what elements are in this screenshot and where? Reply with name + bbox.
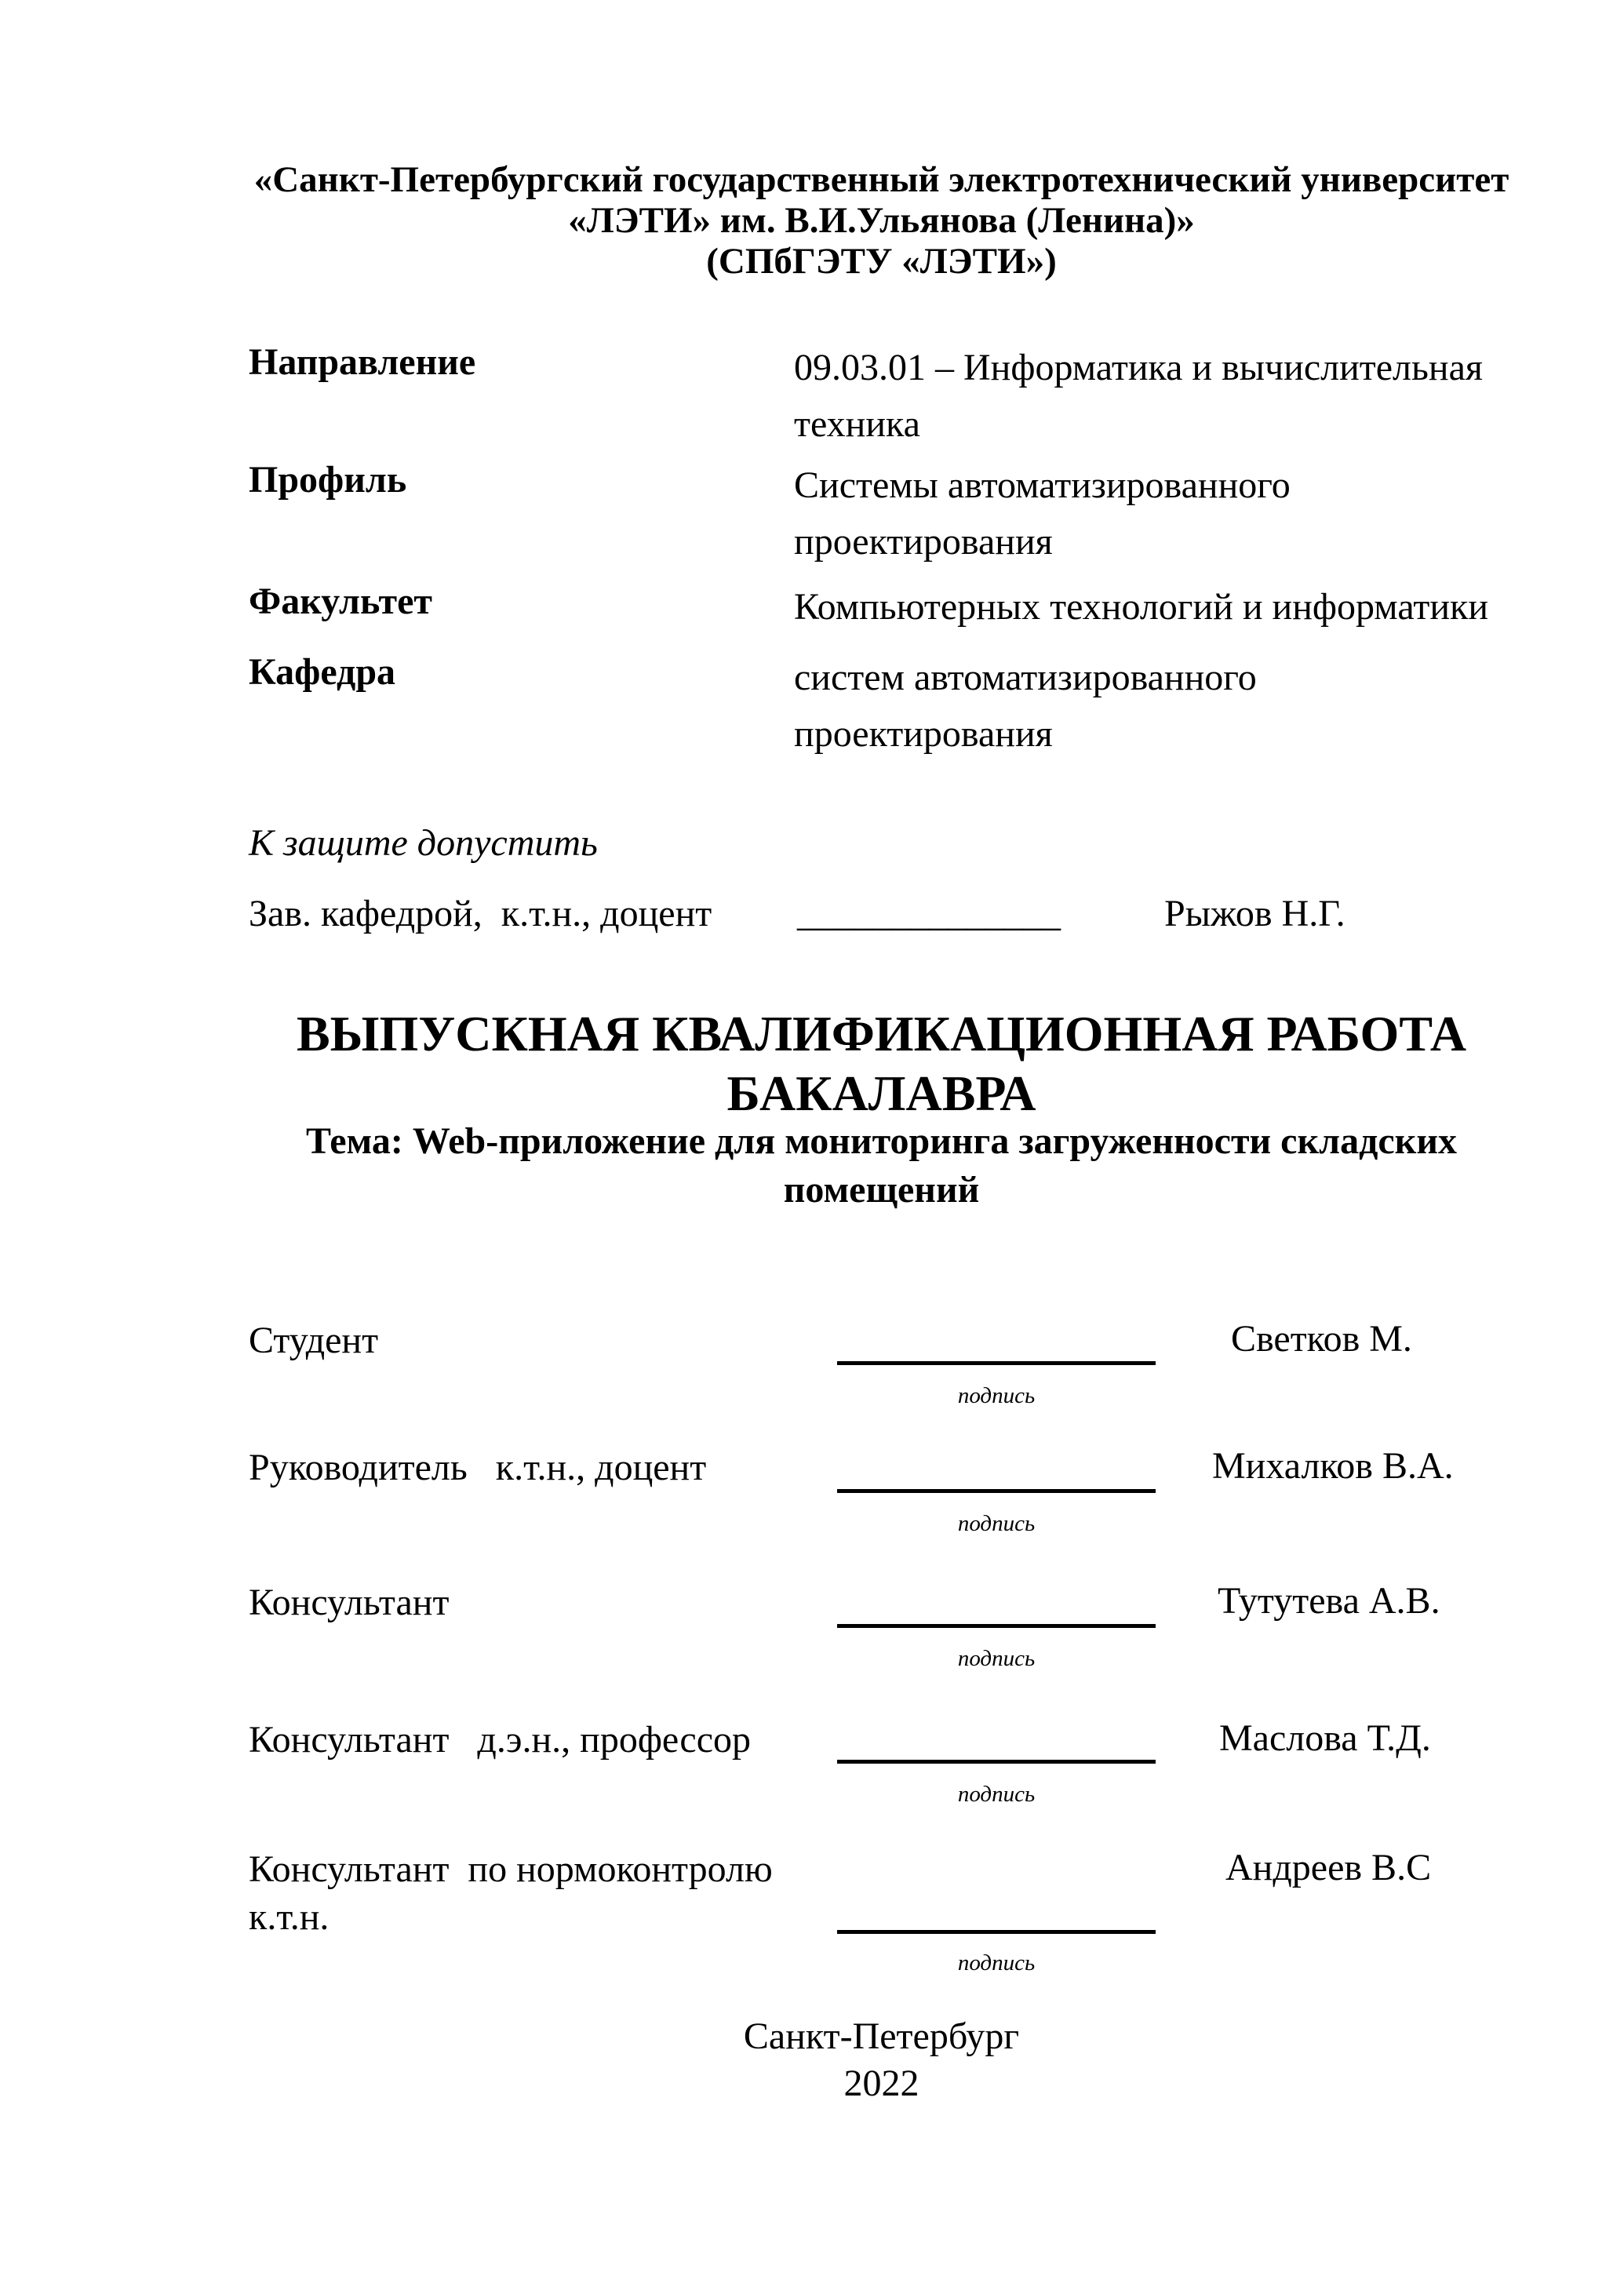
footer-year: 2022 [843,2063,919,2104]
footer-city: Санкт-Петербург [743,2015,1020,2057]
signatory-name-consultant-1: Тутутева А.В. [1218,1580,1440,1622]
signature-caption: подпись [957,1646,1036,1671]
signatory-name-supervisor: Михалков В.А. [1212,1445,1454,1487]
admission-note: К защите допустить [249,822,598,864]
role-label-supervisor: Руководитель к.т.н., доцент [249,1447,707,1488]
info-value-line: 09.03.01 – Информатика и вычислительная [794,347,1483,388]
university-header-line-3: (СПбГЭТУ «ЛЭТИ») [706,241,1057,282]
signature-line [837,1760,1156,1764]
info-label-fakultet: Факультет [249,581,432,622]
info-label-napravlenie: Направление [249,341,476,383]
signature-caption: подпись [957,1950,1036,1975]
signature-line [837,1930,1156,1934]
info-value-line: техника [794,403,920,445]
signatory-name-consultant-2: Маслова Т.Д. [1219,1717,1431,1759]
info-value-line: Системы автоматизированного [794,464,1291,506]
role-label-consultant-2: Консультант д.э.н., профессор [249,1719,752,1761]
head-of-department-label: Зав. кафедрой, к.т.н., доцент [249,893,712,934]
head-of-department-name: Рыжов Н.Г. [1164,893,1345,934]
work-theme-line-1: Тема: Web-приложение для мониторинга загруженности складских [306,1120,1457,1162]
work-title-line-1: ВЫПУСКНАЯ КВАЛИФИКАЦИОННАЯ РАБОТА [296,1006,1467,1061]
role-label-line: к.т.н. [249,1896,330,1938]
work-theme [249,1117,1514,1214]
role-label-student: Студент [249,1320,379,1361]
info-value-kafedra [794,650,1531,763]
signature-line [837,1624,1156,1628]
work-title [249,1004,1514,1123]
info-value-line: проектирования [794,521,1053,563]
university-header-line-2: «ЛЭТИ» им. В.И.Ульянова (Ленина)» [568,200,1195,241]
info-value-fakultet [794,579,1531,635]
signature-line [837,1489,1156,1493]
info-value-line: проектирования [794,713,1053,755]
head-signature-blank: ______________ [797,893,1061,934]
university-header-line-1: «Санкт-Петербургский государственный электротехнический университет [253,159,1509,200]
info-value-napravlenie [794,340,1531,453]
role-label-line: Консультант по нормоконтролю [249,1848,773,1890]
signatory-name-consultant-3: Андреев В.С [1225,1847,1432,1888]
signature-caption: подпись [957,1782,1036,1807]
info-label-profil: Профиль [249,459,407,501]
university-header [249,159,1514,282]
signature-line [837,1361,1156,1365]
role-label-consultant-3 [249,1845,773,1941]
info-label-kafedra: Кафедра [249,651,396,693]
work-theme-line-2: помещений [783,1169,980,1211]
signatory-name-student: Светков М. [1231,1318,1412,1360]
signature-caption: подпись [957,1383,1036,1408]
info-value-line: систем автоматизированного [794,657,1257,698]
signature-caption: подпись [957,1511,1036,1536]
role-label-consultant-1: Консультант [249,1582,450,1623]
info-value-line: Компьютерных технологий и информатики [794,586,1489,628]
info-value-profil [794,457,1531,570]
work-title-line-2: БАКАЛАВРА [726,1065,1036,1121]
